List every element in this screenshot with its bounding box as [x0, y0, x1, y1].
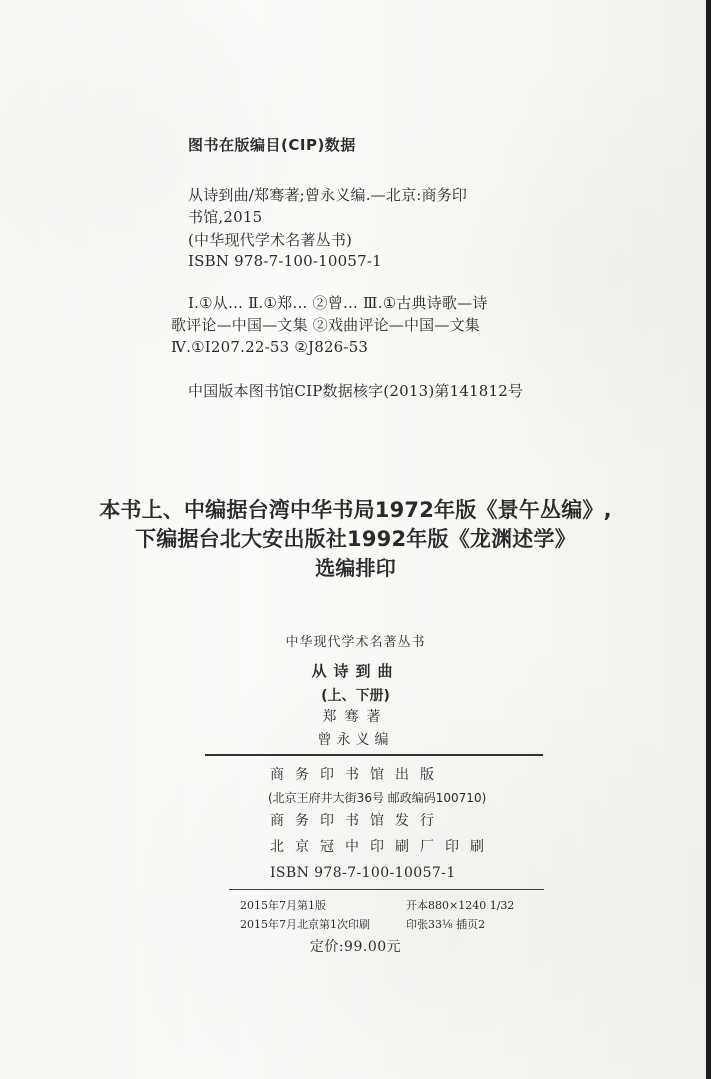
author-credit: 郑骞著 — [322, 709, 389, 725]
cip-line-2: 书馆,2015 — [188, 208, 263, 226]
editor-credit: 曾永义编 — [317, 732, 394, 748]
divider-bottom — [229, 889, 544, 890]
volume-note: (上、下册) — [321, 688, 390, 704]
edition-note-line-2: 下编据台北大安出版社1992年版《龙渊述学》 — [135, 527, 576, 551]
sheet-info: 印张33⅛ 插页2 — [406, 918, 486, 931]
edition-info: 2015年7月第1版 — [240, 899, 326, 912]
isbn-line: ISBN 978-7-100-10057-1 — [270, 865, 456, 881]
publisher-line: 商务印书馆出版 — [270, 767, 445, 783]
edition-note-line-1: 本书上、中编据台湾中华书局1972年版《景午丛编》, — [99, 498, 612, 522]
distributor-line: 商务印书馆发行 — [270, 813, 445, 829]
edition-note-line-3: 选编排印 — [315, 556, 396, 580]
cip-line-5: Ⅰ.①从… Ⅱ.①郑… ②曾… Ⅲ.①古典诗歌—诗 — [188, 294, 488, 312]
format-info: 开本880×1240 1/32 — [406, 899, 515, 912]
printer-line: 北京冠中印刷厂印刷 — [270, 839, 495, 855]
cip-line-6: 歌评论—中国—文集 ②戏曲评论—中国—文集 — [171, 316, 480, 334]
cip-line-3: (中华现代学术名著丛书) — [188, 231, 353, 249]
cip-line-1: 从诗到曲/郑骞著;曾永义编.—北京:商务印 — [188, 186, 468, 204]
cip-line-4: ISBN 978-7-100-10057-1 — [188, 252, 382, 270]
book-title: 从诗到曲 — [311, 662, 400, 680]
divider-top — [205, 754, 543, 756]
printing-info: 2015年7月北京第1次印刷 — [240, 918, 370, 931]
series-name: 中华现代学术名著丛书 — [285, 635, 426, 650]
cip-line-8: 中国版本图书馆CIP数据核字(2013)第141812号 — [188, 382, 524, 400]
price-line: 定价:99.00元 — [309, 939, 402, 955]
publisher-address: (北京王府井大街36号 邮政编码100710) — [268, 791, 487, 805]
cip-title: 图书在版编目(CIP)数据 — [188, 136, 356, 154]
cip-line-7: Ⅳ.①I207.22-53 ②J826-53 — [171, 338, 369, 356]
